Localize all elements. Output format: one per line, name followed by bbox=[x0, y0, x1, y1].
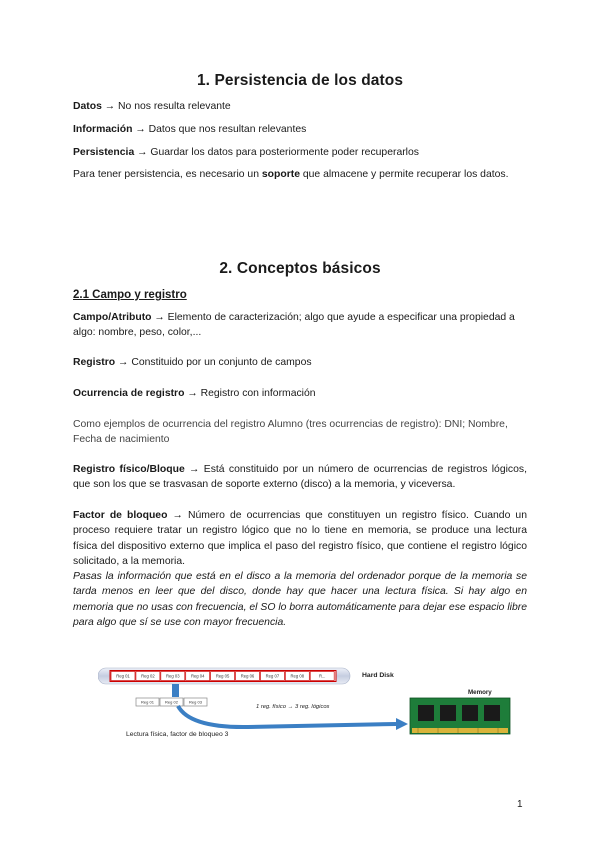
hard-disk-label: Hard Disk bbox=[362, 672, 394, 679]
register-cell-label: Reg 05 bbox=[215, 673, 230, 679]
page-number: 1 bbox=[517, 799, 523, 810]
def-registro: Registro → Constituido por un conjunto de campos bbox=[73, 357, 312, 368]
register-cell-label: Reg 08 bbox=[290, 673, 305, 679]
def-ocurrencia: Ocurrencia de registro → Registro con información bbox=[73, 388, 316, 399]
ejemplo-ocurrencia: Como ejemplos de ocurrencia del registro Alumno (tres ocurrencias de registro): DNI; Nombre, Fecha de nacimiento bbox=[73, 419, 508, 446]
read-register-cell-label: Reg 03 bbox=[189, 699, 202, 705]
section-2-title: 2. Conceptos básicos bbox=[219, 260, 381, 277]
memory-module-icon bbox=[410, 698, 510, 734]
register-cell-label: Reg 02 bbox=[141, 673, 155, 679]
read-register-cell-label: Reg 02 bbox=[165, 699, 178, 705]
register-cells bbox=[111, 672, 334, 681]
read-register-cells bbox=[136, 698, 207, 706]
read-connector bbox=[172, 684, 179, 697]
persistencia-paragraph: Para tener persistencia, es necesario un soporte que almacene y permite recuperar los datos. bbox=[73, 169, 509, 180]
factor-italic-note: Pasas la información que está en el disco a la memoria del ordenador porque de la memoria se tarda menos en leer que del disco, donde hay que hacer una lectura física. Si hay algo en memoria que no usas con frecuencia, el SO lo borra automáticamente para dejar ese espacio libre para algo que sí se use con mayor frecuencia. bbox=[73, 571, 527, 629]
transfer-arrowhead bbox=[396, 718, 408, 730]
def-datos: Datos → No nos resulta relevante bbox=[73, 101, 231, 112]
arrow-label: 1 reg. físico → 3 reg. lógicos bbox=[256, 704, 330, 710]
section-1-title: 1. Persistencia de los datos bbox=[196, 72, 404, 89]
def-campo: Campo/Atributo → Elemento de caracterización; algo que ayude a especificar una propiedad a algo: nombre, peso, color,... bbox=[73, 312, 515, 339]
register-cell-label: Reg 07 bbox=[265, 673, 280, 679]
lectura-fisica-figure bbox=[98, 658, 518, 748]
def-persistencia: Persistencia → Guardar los datos para posteriormente poder recuperarlos bbox=[73, 147, 419, 158]
read-register-cell-label: Reg 01 bbox=[141, 699, 154, 705]
def-factor-bloqueo: Factor de bloqueo → Número de ocurrencias que constituyen un registro físico. Cuando un proceso requiere tratar un registro lógico que no lo tiene en memoria, se produce una lectura física del dispositivo externo que implica el paso del registro físico, que contiene el registro lógico solicitado, a la memoria. Pasas la información que está en el disco a la memoria del ordenador porque de la memoria se tarda menos en leer que del disco, donde hay que hacer una lectura física. Si hay algo en memoria que no usas con frecuencia, el SO lo borra automáticamente para dejar ese espacio libre para algo que sí se use con mayor frecuencia. bbox=[73, 510, 527, 629]
subsection-campo-registro: 2.1 Campo y registro bbox=[73, 289, 187, 301]
register-cell-label: Reg 04 bbox=[190, 673, 205, 679]
register-cell-label: Reg 03 bbox=[166, 673, 180, 679]
register-cell-label: Reg 01 bbox=[116, 673, 130, 679]
def-informacion: Información → Datos que nos resultan relevantes bbox=[73, 124, 307, 135]
def-registro-fisico: Registro físico/Bloque → Está constituido por un número de ocurrencias de registros lógicos, que son los que se trasvasan de soporte externo (disco) a la memoria, y viceversa. bbox=[73, 464, 527, 491]
memory-label: Memory bbox=[468, 689, 492, 696]
register-cell-label: R... bbox=[318, 673, 326, 679]
register-cell-label: Reg 06 bbox=[240, 673, 255, 679]
figure-caption: Lectura física, factor de bloqueo 3 bbox=[126, 731, 229, 738]
